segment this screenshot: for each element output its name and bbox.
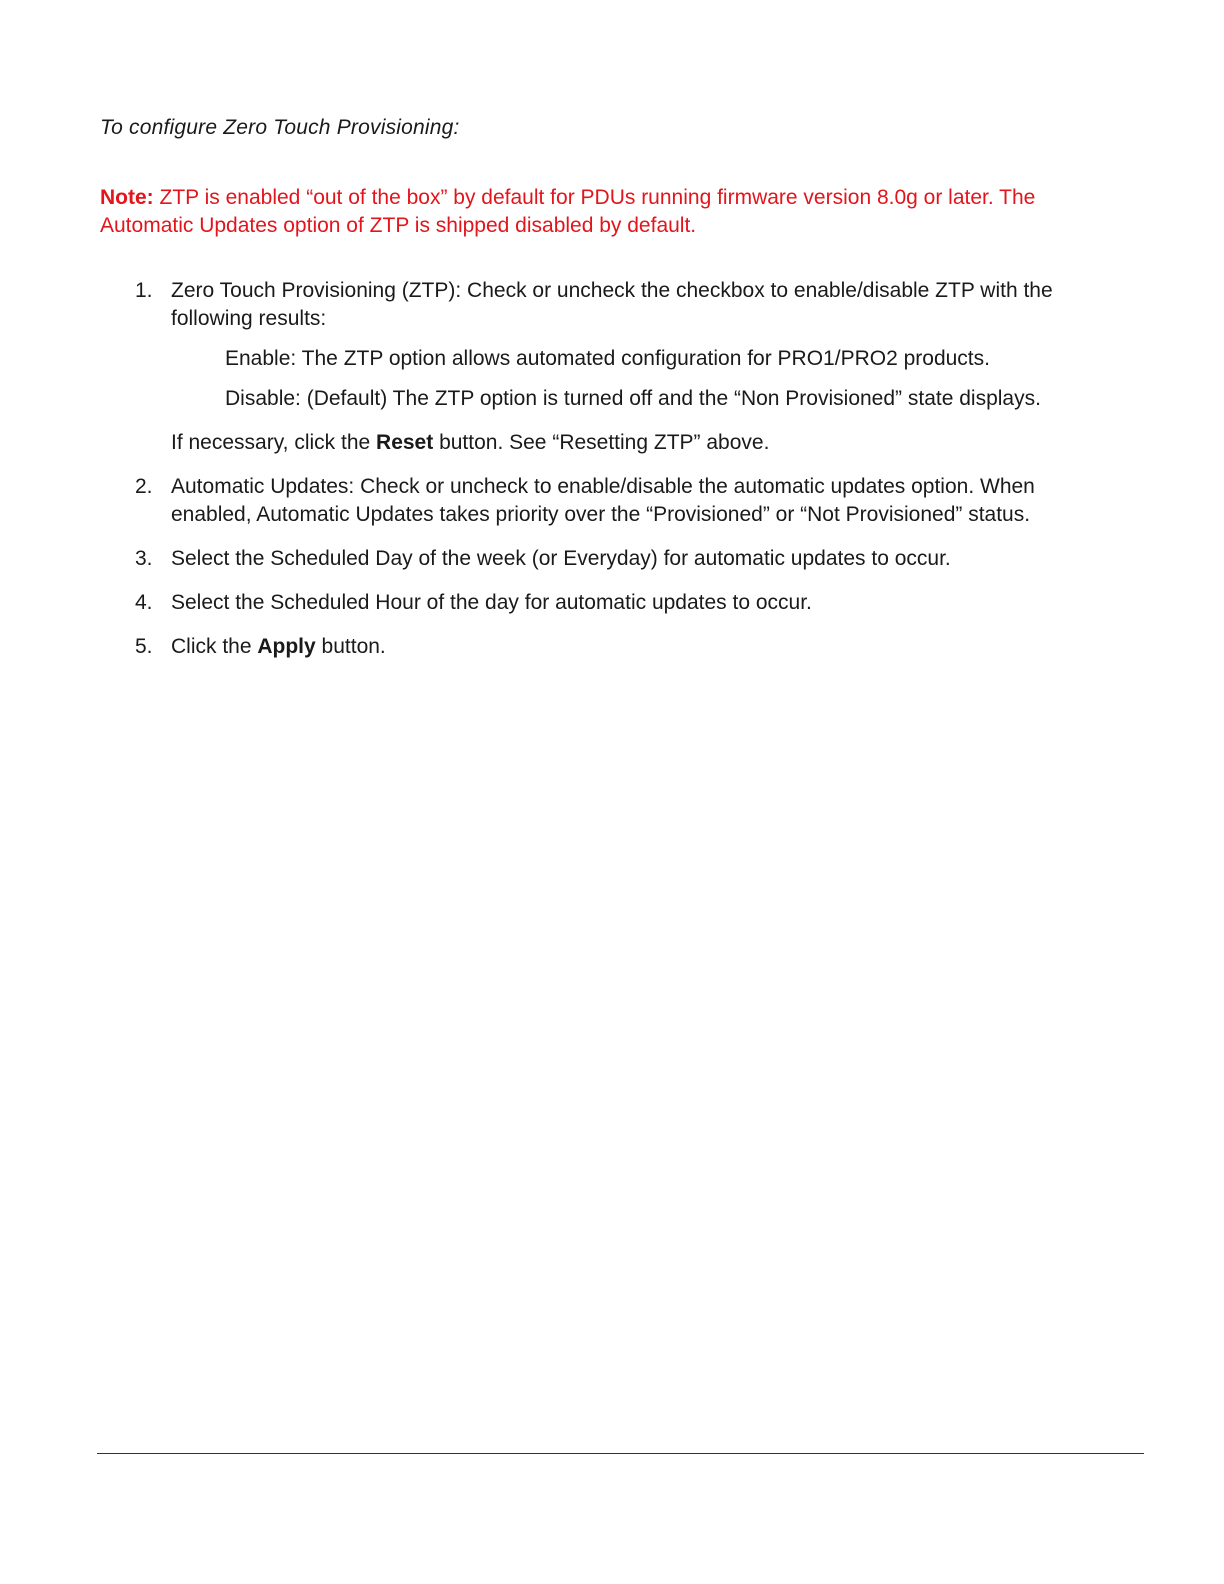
step-text-before: Click the: [171, 635, 258, 658]
step-3: [100, 545, 1100, 573]
step-text: Automatic Updates: Check or uncheck to enable/disable the automatic updates option. When enabled, Automatic Updates takes priority over the “Provisioned” or “Not Provisioned” status.: [171, 475, 1035, 526]
step-number: 3.: [135, 547, 153, 570]
step-number: 2.: [135, 475, 153, 498]
step-text: Select the Scheduled Day of the week (or Everyday) for automatic updates to occur.: [171, 547, 951, 570]
page-title: To configure Zero Touch Provisioning:: [100, 116, 460, 139]
note-callout: [100, 184, 1100, 240]
steps-list: [100, 277, 1100, 677]
sub-item-disable: Disable: (Default) The ZTP option is turned off and the “Non Provisioned” state displays.: [225, 387, 1041, 410]
step-number: 4.: [135, 591, 153, 614]
note-text: ZTP is enabled “out of the box” by default for PDUs running firmware version 8.0g or later. The Automatic Updates option of ZTP is shipped disabled by default.: [100, 186, 1036, 237]
step-number: 5.: [135, 635, 153, 658]
step-text: Select the Scheduled Hour of the day for automatic updates to occur.: [171, 591, 812, 614]
reset-button-ref: Reset: [376, 431, 434, 454]
step-5: [100, 633, 1100, 661]
step-2: [100, 473, 1100, 529]
footer-divider: [97, 1453, 1144, 1454]
step-text: Zero Touch Provisioning (ZTP): Check or uncheck the checkbox to enable/disable ZTP with the following results:: [171, 279, 1053, 330]
note-label: Note:: [100, 186, 154, 209]
step-1-followup: [100, 429, 1100, 457]
step-text-after: button.: [315, 635, 386, 658]
followup-text-after: button. See “Resetting ZTP” above.: [433, 431, 770, 454]
sub-item-enable: Enable: The ZTP option allows automated configuration for PRO1/PRO2 products.: [225, 347, 990, 370]
step-text: [171, 633, 1100, 661]
step-1: [100, 277, 1100, 413]
step-4: [100, 589, 1100, 617]
followup-text-before: If necessary, click the: [171, 431, 377, 454]
apply-button-ref: Apply: [257, 635, 316, 658]
step-number: 1.: [135, 279, 153, 302]
